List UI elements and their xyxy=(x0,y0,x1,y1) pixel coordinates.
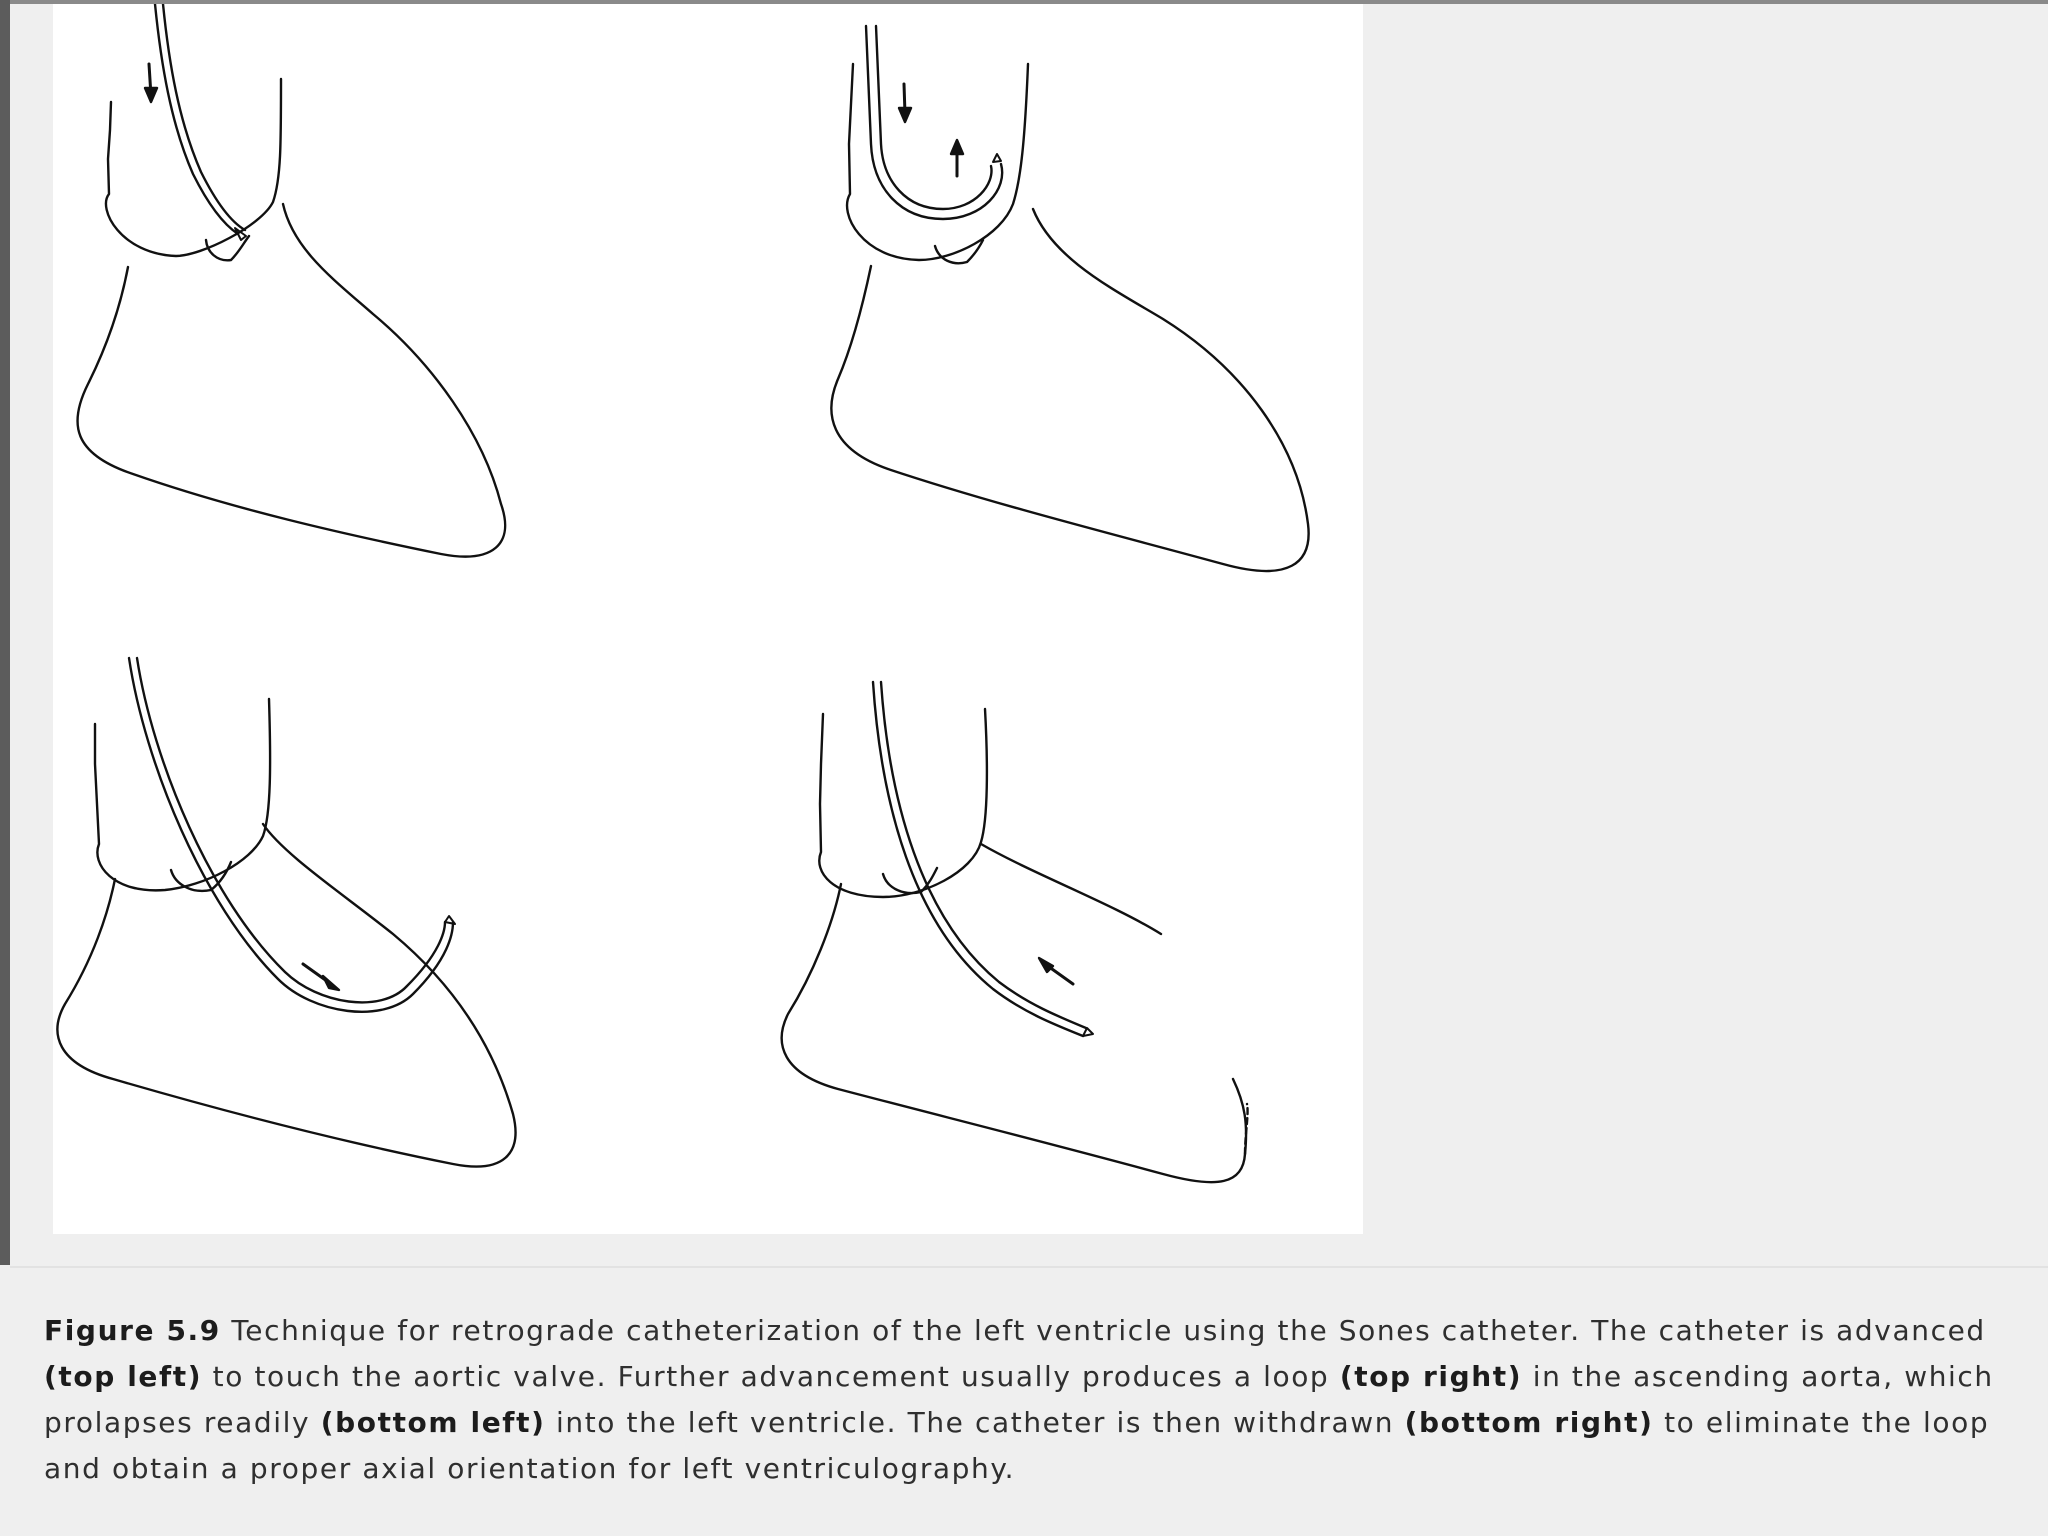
heart-outline xyxy=(782,709,1248,1182)
panel-bottom-right xyxy=(782,682,1248,1182)
panel-reference: (bottom left) xyxy=(320,1406,546,1439)
panel-reference: (top right) xyxy=(1339,1360,1523,1393)
panel-bottom-left xyxy=(57,658,515,1167)
left-border xyxy=(0,0,10,1265)
direction-arrow xyxy=(951,140,963,176)
figure-label: Figure 5.9 xyxy=(44,1314,221,1347)
caption-text: in the ascending aorta, which prolapses readily xyxy=(44,1360,1994,1439)
catheter xyxy=(155,4,246,240)
heart-outline xyxy=(57,699,515,1167)
direction-arrow xyxy=(1039,958,1073,984)
figure-caption xyxy=(44,1308,2024,1492)
caption-text: into the left ventricle. The catheter is then withdrawn xyxy=(545,1406,1405,1439)
panel-top-left xyxy=(77,4,505,557)
direction-arrow xyxy=(303,964,339,990)
panel-reference: (top left) xyxy=(44,1360,203,1393)
catheter-withdrawn xyxy=(873,682,1093,1036)
figure-illustration xyxy=(53,4,1363,1234)
caption-text: to eliminate the loop and obtain a proper axial orientation for left ventriculography. xyxy=(44,1406,1990,1485)
catheterization-diagram xyxy=(53,4,1363,1234)
catheter-in-ventricle xyxy=(129,658,455,1012)
catheter-loop xyxy=(866,26,1002,219)
direction-arrow xyxy=(899,84,911,122)
caption-divider xyxy=(10,1266,2048,1268)
direction-arrow xyxy=(145,64,157,102)
panel-reference: (bottom right) xyxy=(1404,1406,1654,1439)
heart-outline xyxy=(77,79,505,557)
panel-top-right xyxy=(831,26,1308,571)
heart-outline xyxy=(831,64,1308,571)
caption-text: to touch the aortic valve. Further advancement usually produces a loop xyxy=(202,1360,1340,1393)
caption-text: Technique for retrograde catheterization of the left ventricle using the Sones catheter. The catheter is advanced xyxy=(220,1314,1986,1347)
